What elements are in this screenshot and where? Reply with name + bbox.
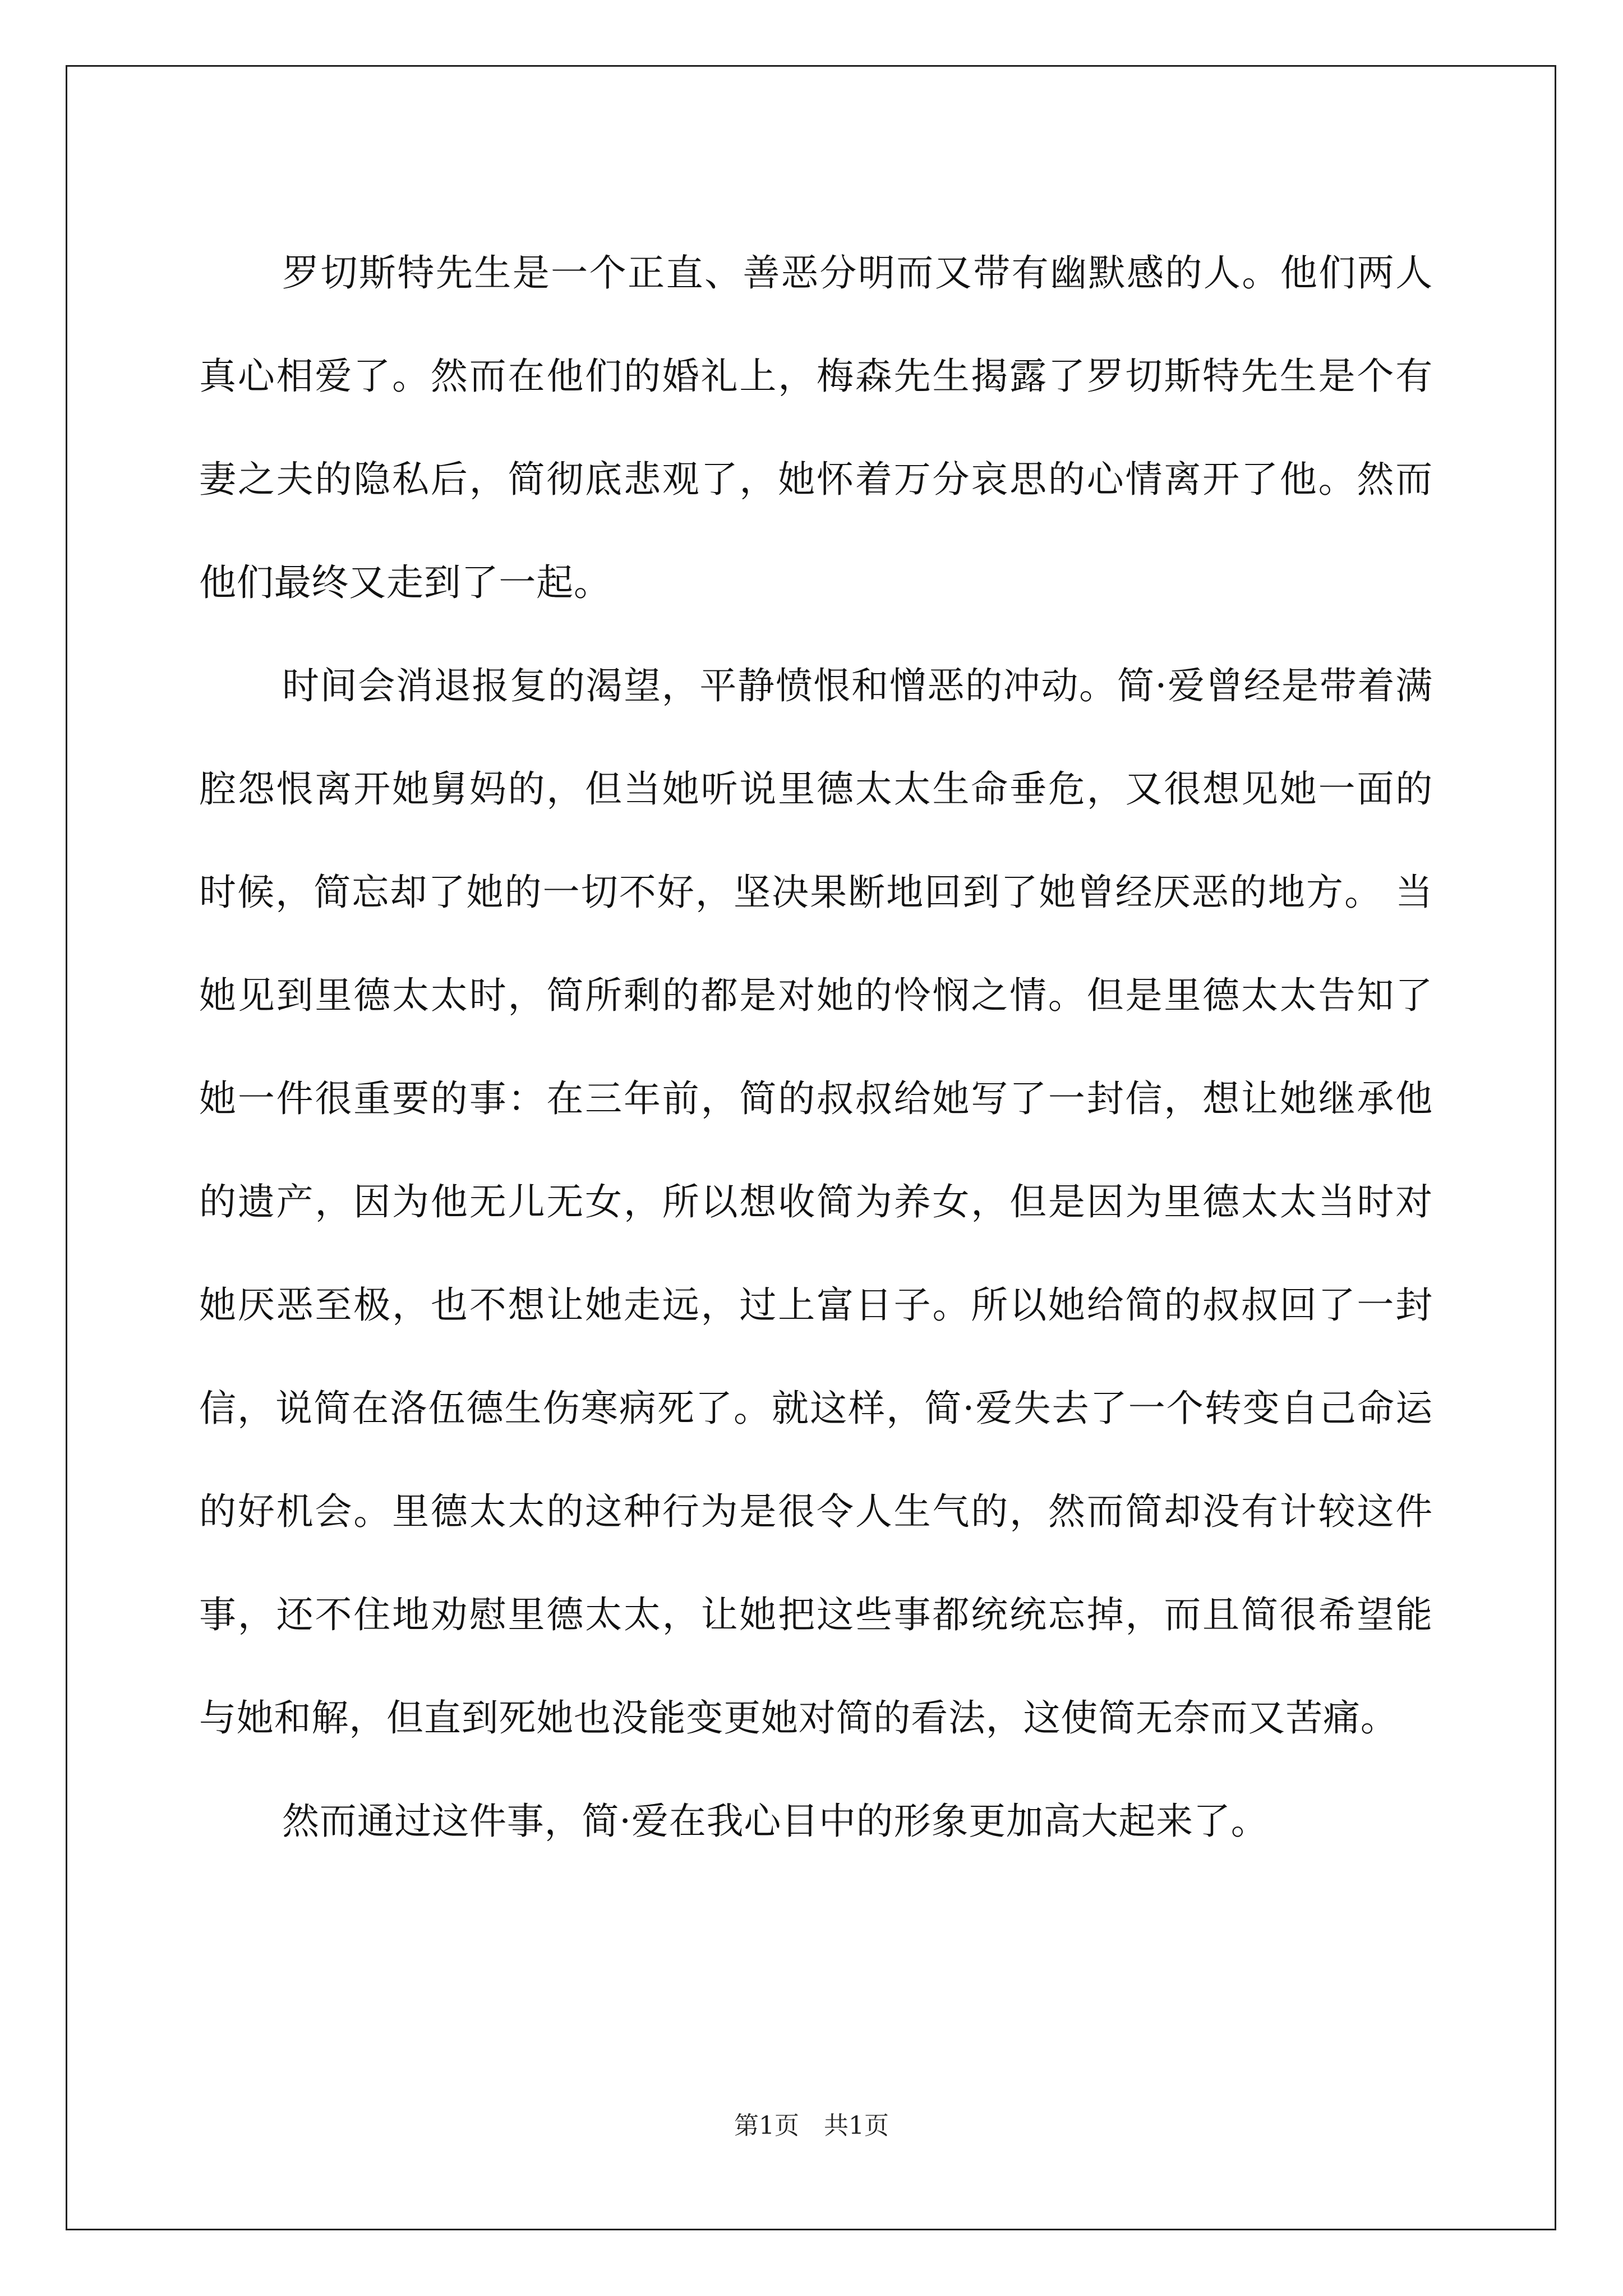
page-footer [0,2109,1623,2143]
paragraph-1: 罗切斯特先生是一个正直、善恶分明而又带有幽默感的人。他们两人真心相爱了。然而在他们的婚礼上，梅森先生揭露了罗切斯特先生是个有妻之夫的隐私后，简彻底悲观了，她怀着万分哀思的心情离开了他。然而他们最终又走到了一起。 [199,251,1433,604]
page-total: 共1页 [824,2111,889,2140]
paragraph-3: 然而通过这件事，简·爱在我心目中的形象更加高大起来了。 [282,1800,1269,1843]
document-body [199,222,1433,1873]
paragraph-2: 时间会消退报复的渴望，平静愤恨和憎恶的冲动。简·爱曾经是带着满腔怨恨离开她舅妈的，但当她听说里德太太生命垂危，又很想见她一面的时候，简忘却了她的一切不好，坚决果断地回到了她曾经厌恶的地方。 当她见到里德太太时，简所剩的都是对她的怜悯之情。但是里德太太告知了她一件很重要的事：在三年前，简的叔叔给她写了一封信，想让她继承他的遗产，因为他无儿无女，所以想收简为养女，但是因为里德太太当时对她厌恶至极，也不想让她走远，过上富日子。所以她给简的叔叔回了一封信，说简在洛伍德生伤寒病死了。就这样，简·爱失去了一个转变自己命运的好机会。里德太太的这种行为是很令人生气的，然而简却没有计较这件事，还不住地劝慰里德太太，让她把这些事都统统忘掉，而且简很希望能与她和解，但直到死她也没能变更她对简的看法，这使简无奈而又苦痛。 [199,664,1433,1740]
page-number: 第1页 [734,2111,799,2140]
